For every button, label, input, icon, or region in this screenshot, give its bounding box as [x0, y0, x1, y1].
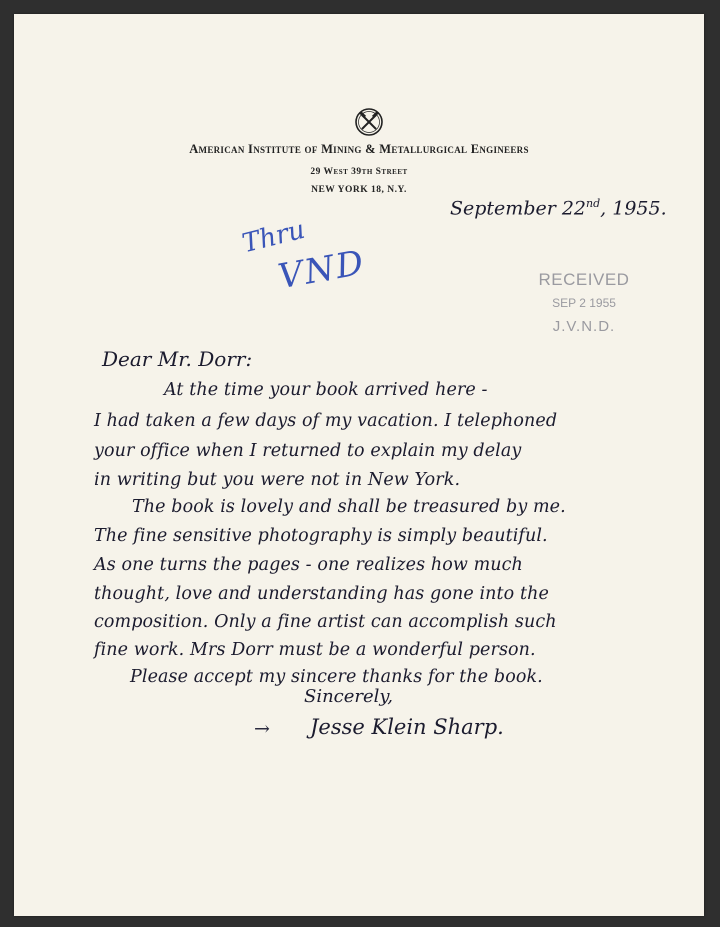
body-line: in writing but you were not in New York.: [94, 470, 461, 490]
letter-page: [14, 14, 704, 916]
body-line: At the time your book arrived here -: [164, 380, 488, 400]
salutation: Dear Mr. Dorr:: [102, 347, 253, 371]
body-line: your office when I returned to explain my delay: [94, 441, 522, 461]
body-line: thought, love and understanding has gone into the: [94, 584, 549, 604]
body-line: The book is lovely and shall be treasured by me.: [132, 497, 566, 517]
crossed-hammers-emblem-icon: [354, 107, 384, 137]
body-line: fine work. Mrs Dorr must be a wonderful person.: [94, 640, 536, 660]
date-year: , 1955.: [600, 197, 667, 220]
received-stamp: [514, 270, 654, 335]
body-line: As one turns the pages - one realizes how much: [94, 555, 523, 575]
pencil-annotation-initials: VND: [275, 242, 369, 298]
stamp-initials: J.V.N.D.: [552, 318, 616, 335]
body-line: The fine sensitive photography is simply beautiful.: [94, 526, 548, 546]
letter-date: [450, 197, 667, 219]
stamp-received-label: RECEIVED: [538, 270, 630, 289]
pencil-annotation-thru: Thru: [239, 214, 308, 260]
closing: Sincerely,: [304, 686, 393, 707]
arrow-icon: →: [254, 718, 270, 740]
body-line: I had taken a few days of my vacation. I telephoned: [94, 411, 558, 431]
body-line: composition. Only a fine artist can accomplish such: [94, 612, 557, 632]
signature: Jesse Klein Sharp.: [310, 715, 504, 739]
date-suffix: nd: [586, 197, 601, 210]
letterhead-city: NEW YORK 18, N.Y.: [311, 185, 407, 195]
date-main: September 22: [450, 197, 587, 220]
stamp-date: SEP 2 1955: [552, 296, 616, 310]
body-line: Please accept my sincere thanks for the book.: [130, 667, 543, 687]
letterhead-street: 29 West 39th Street: [310, 167, 408, 177]
letterhead-organization: American Institute of Mining & Metallurgical Engineers: [189, 142, 529, 156]
